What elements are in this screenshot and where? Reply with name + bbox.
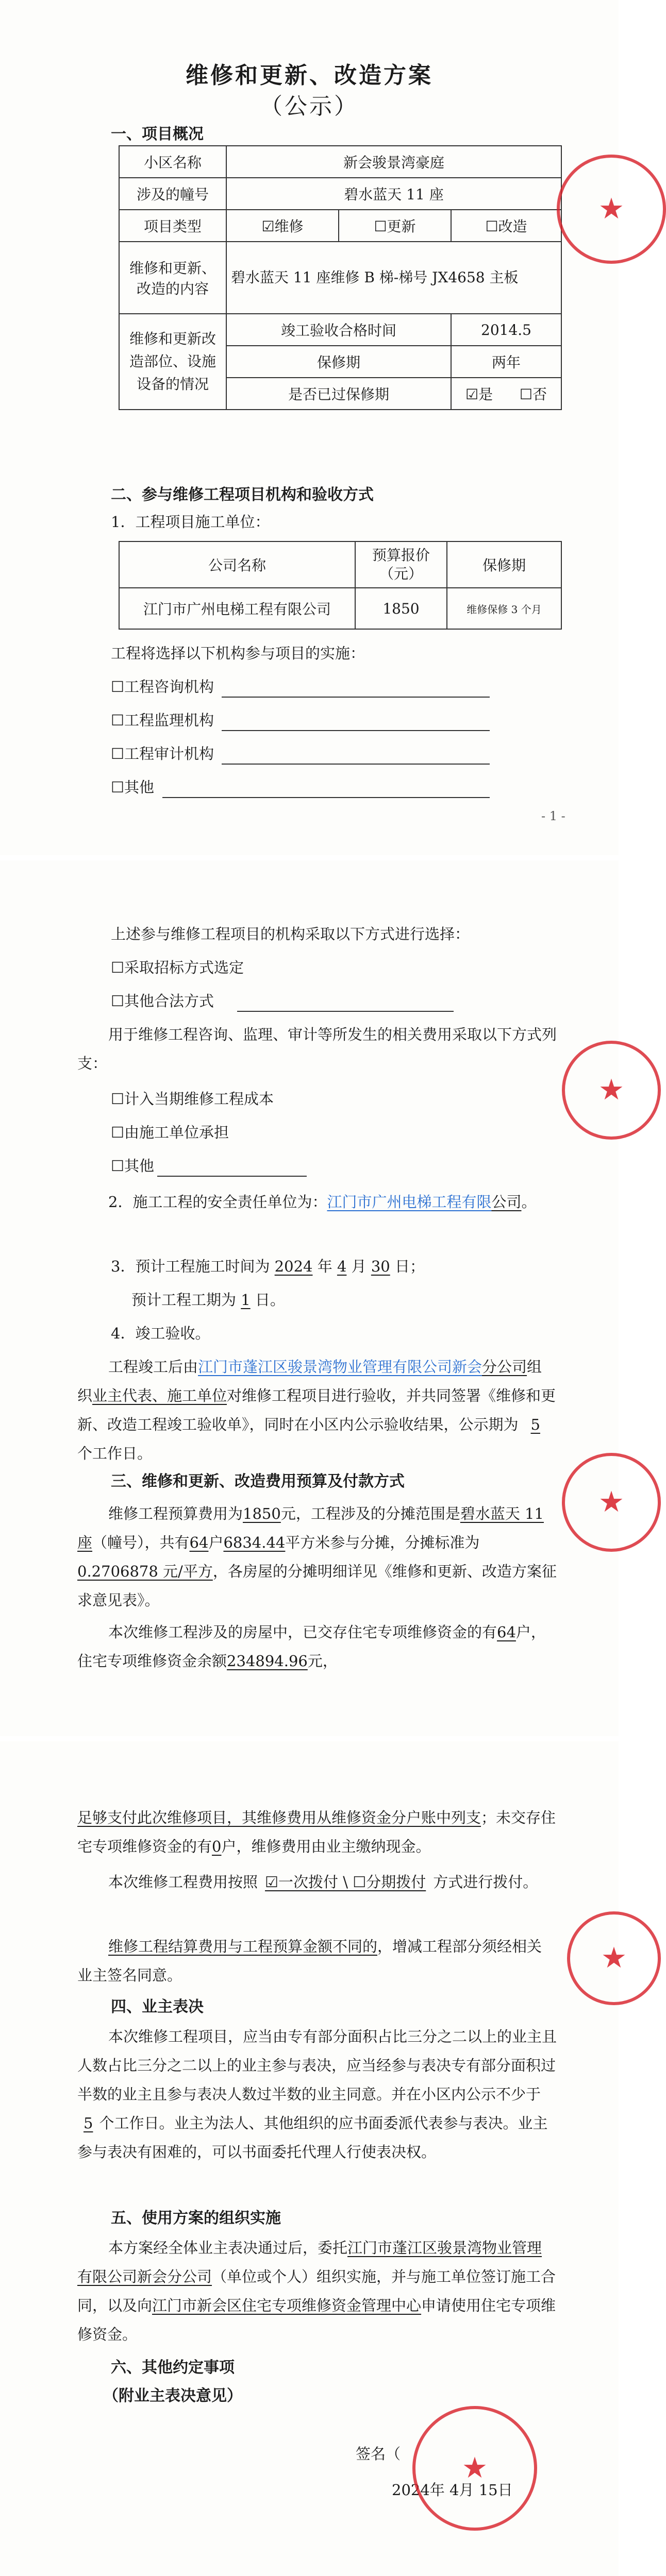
type-repair-checkbox: ☑维修 [226,210,339,242]
fund-unit: 元， [307,1652,338,1670]
fund-unpaid-end: 户，维修费用由业主缴纳现金。 [221,1838,431,1855]
period-suffix: 日。 [255,1291,285,1309]
type-renovate-checkbox: ☐改造 [451,210,561,242]
document-title: 维修和更新、改造方案 [186,62,433,89]
fund-unpaid-label: ；未交存住宅专项维修资金的有 [77,1809,556,1855]
fee-option-3: ☐其他 [111,1157,154,1175]
overdue-no-checkbox: ☐否 [519,386,547,403]
section-1-heading: 一、项目概况 [111,125,204,143]
impl-body: （单位或个人）组织实施，并与施工单位签订施工合同，以及向 [77,2268,556,2314]
accept-company-a: 江门市蓬江区骏景湾物业管理有限公司新会 [198,1358,482,1376]
time-day-label: 日； [394,1258,425,1275]
col-budget-header: 预算报价（元） [355,541,447,588]
time-prefix: 3．预计工程施工时间为 [111,1258,270,1275]
acceptance-value: 2014.5 [451,314,561,346]
time-year: 2024 [274,1258,313,1275]
fund-paragraph-end [77,1803,557,1861]
col-company-header: 公司名称 [119,541,355,588]
payment-method: ☑一次拨付 \ ☐分期拨付 [265,1873,426,1891]
period-paragraph [131,1285,285,1314]
warranty-value: 两年 [451,346,561,378]
page-3 [0,1741,627,2576]
vote-rules: 本次维修工程项目，应当由专有部分面积占比三分之二以上的业主且人数占比三分之二以上的业主参与表决，应当经参与表决专有部分面积过半数的业主且参与表决人数过半数的业主同意。并在小区内公示不少于 [77,2028,557,2103]
other-terms-note: （附业主表决意见） [103,2387,242,2405]
section-2-heading: 二、参与维修工程项目机构和验收方式 [111,486,374,504]
impl-center-a: 江门市新会区住宅专项维修资金 [152,2297,362,2314]
safety-unit-a: 江门市广州电梯工程有限 [327,1193,492,1211]
impl-end: 申请使用住宅专项维修资金。 [77,2297,556,2343]
org-consult-blank [222,697,490,698]
overdue-label: 是否已过保修期 [226,378,451,410]
contractor-item: 1．工程项目施工单位： [111,513,270,531]
project-overview-table [119,145,562,410]
building-value: 碧水蓝天 11 座 [226,178,561,210]
page-1 [0,0,625,855]
org-audit-blank [222,764,490,765]
payment-end: 方式进行拨付。 [433,1873,538,1891]
fund-balance: 234894.96 [227,1652,308,1670]
budget-detail: ，各房屋的分摊明细详见《维修和更新、改造方案征求意见表》。 [77,1563,557,1609]
safety-unit-b: 公司 [491,1193,522,1211]
accept-participants: 业主代表、施工单位 [92,1387,227,1404]
section-4-heading: 四、业主表决 [111,1998,204,2016]
safety-end: 。 [521,1193,537,1211]
budget-scope-label: 元，工程涉及的分摊范围是 [280,1505,460,1522]
schedule-paragraph [111,1252,425,1281]
impl-center-b: 管理中心 [361,2297,422,2314]
period-value: 1 [241,1291,251,1309]
bid-option: ☐采取招标方式选定 [111,959,244,976]
type-label: 项目类型 [119,210,226,242]
time-month-label: 月 [351,1258,367,1275]
vote-paragraph [77,2022,557,2166]
page-gap [0,1736,619,1741]
page-gap [0,855,619,860]
accept-organize: 组织 [77,1358,542,1404]
overdue-yes-checkbox: ☑是 [465,386,493,403]
org-supervise-option: ☐工程监理机构 [111,711,214,729]
acceptance-title: 4．竣工验收。 [111,1325,210,1342]
select-method-intro: 上述参与维修工程项目的机构采取以下方式进行选择： [111,925,470,943]
budget-households: 64 [189,1534,209,1551]
fund-paragraph-start [77,1618,557,1675]
period-prefix: 预计工程工期为 [131,1291,237,1309]
section-6-heading: 六、其他约定事项 [111,2359,235,2377]
budget-households-unit: 户 [208,1534,224,1551]
budget-area: 6834.44 [223,1534,286,1551]
payment-intro: 本次维修工程费用按照 [108,1873,258,1891]
fund-households: 64 [497,1623,516,1641]
budget-intro: 维修工程预算费用为 [108,1505,243,1522]
type-update-checkbox: ☐更新 [339,210,451,242]
org-supervise-blank [222,730,490,731]
budget-households-label: （幢号），共有 [92,1534,190,1551]
vote-rules-end: 个工作日。业主为法人、其他组织的应书面委派代表参与表决。业主参与表决有困难的，可以书面委托代理人行使表决权。 [77,2114,548,2161]
org-select-intro: 工程将选择以下机构参与项目的实施： [111,645,365,662]
implementation-paragraph [77,2233,557,2349]
accept-end: 个工作日。 [77,1445,153,1462]
contractor-table [119,541,562,630]
impl-org-a: 江门市蓬江区骏景湾 [347,2239,482,2257]
other-method-option: ☐其他合法方式 [111,992,214,1010]
content-label: 维修和更新、改造的内容 [119,242,226,314]
red-seal-stamp: ★ [567,1911,661,2005]
parts-label: 维修和更新改造部位、设施设备的情况 [119,314,226,410]
community-label: 小区名称 [119,146,226,178]
warranty-period-value: 维修保修 3 个月 [447,588,561,629]
section-5-heading: 五、使用方案的组织实施 [111,2209,281,2227]
fee-other-blank [157,1176,307,1177]
page-2 [0,860,625,1736]
org-other-option: ☐其他 [111,778,154,796]
org-consult-option: ☐工程咨询机构 [111,678,214,696]
content-value: 碧水蓝天 11 座维修 B 梯-梯号 JX4658 主板 [226,242,561,314]
section-3-heading: 三、维修和更新、改造费用预算及付款方式 [111,1472,405,1490]
company-value: 江门市广州电梯工程有限公司 [119,588,355,629]
fund-intro: 本次维修工程涉及的房屋中，已交存住宅专项维修资金的有 [108,1623,497,1641]
signature-date: 2024年 4月 15日 [392,2481,513,2499]
page-number-1: - 1 - [541,809,565,823]
safety-prefix: 2．施工工程的安全责任单位为： [108,1193,327,1211]
other-method-blank [237,1011,454,1012]
org-other-blank [162,797,490,798]
budget-paragraph [77,1499,557,1615]
time-year-label: 年 [317,1258,332,1275]
budget-amount: 1850 [243,1505,281,1522]
fund-sufficient: 足够支付此次维修项目，其维修费用从维修资金分户账中列支 [77,1809,481,1826]
accept-body: 对维修工程项目进行验收，并共同签署《维修和更新、改造工程竣工验收单》，同时在小区内公示验收结果，公示期为 [77,1387,556,1433]
budget-rate: 0.2706878 元/平方 [77,1563,213,1580]
budget-scope: 碧水蓝天 11 座 [77,1505,544,1551]
impl-org-b: 物业管理有限公司新会分公司 [77,2239,542,2285]
fee-intro: 用于维修工程咨询、监理、审计等所发生的相关费用采取以下方式列支： [77,1026,557,1072]
signature-label: 签名（ [356,2445,401,2463]
company-seal-stamp: ★ [412,2406,537,2531]
time-day: 30 [371,1258,390,1275]
excess-condition: 维修工程结算费用与工程预算金额不同的 [108,1938,378,1955]
budget-area-label: 平方米参与分摊，分摊标准为 [285,1534,480,1551]
accept-intro: 工程竣工后由 [108,1358,198,1376]
red-seal-stamp: ★ [562,1453,661,1552]
warranty-label: 保修期 [226,346,451,378]
excess-paragraph [77,1932,557,1990]
accept-days: 5 [530,1416,540,1433]
safety-unit-paragraph [77,1188,557,1216]
time-month: 4 [337,1258,347,1275]
building-label: 涉及的幢号 [119,178,226,210]
col-warranty-header: 保修期 [447,541,561,588]
excess-end: ，增减工程部分须经相关业主签名同意。 [77,1938,542,1984]
vote-days: 5 [84,2114,93,2132]
overdue-choice [451,378,561,410]
budget-value: 1850 [355,588,447,629]
acceptance-paragraph [77,1352,557,1468]
fee-option-1: ☐计入当期维修工程成本 [111,1090,274,1108]
impl-intro: 本方案经全体业主表决通过后，委托 [108,2239,348,2257]
fund-balance-label: 户，住宅专项维修资金余额 [77,1623,546,1670]
org-audit-option: ☐工程审计机构 [111,745,214,762]
fee-option-2: ☐由施工单位承担 [111,1124,229,1141]
red-seal-stamp: ★ [562,1041,661,1140]
acceptance-label: 竣工验收合格时间 [226,314,451,346]
red-seal-stamp: ★ [557,155,666,264]
accept-company-b: 分公司 [482,1358,527,1376]
document-subtitle: （公示） [260,93,359,120]
fund-unpaid: 0 [212,1838,222,1855]
community-value: 新会骏景湾豪庭 [226,146,561,178]
payment-paragraph [77,1868,557,1896]
